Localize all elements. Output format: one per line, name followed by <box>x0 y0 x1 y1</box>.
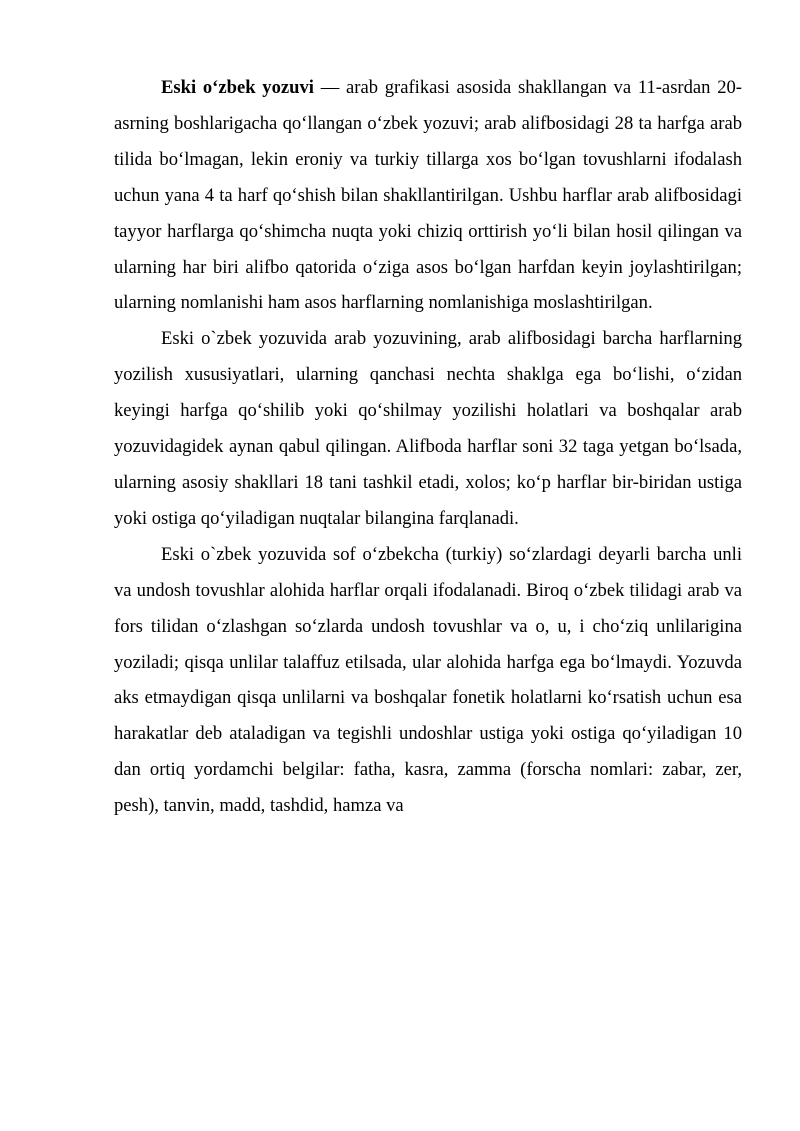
paragraph-3: Eski o`zbek yozuvida sof o‘zbekcha (turkiy) so‘zlardagi deyarli barcha unli va undosh tovushlar alohida harflar orqali ifodalanadi. Biroq o‘zbek tilidagi arab va fors tilidan o‘zlashgan so‘zlarda undosh tovushlar va o, u, i cho‘ziq unlilarigina yoziladi; qisqa unlilar talaffuz etilsada, ular alohida harfga ega bo‘lmaydi. Yozuvda aks etmaydigan qisqa unlilarni va boshqalar fonetik holatlarni ko‘rsatish uchun esa harakatlar deb ataladigan va tegishli undoshlar ustiga yoki ostiga qo‘yiladigan 10 dan ortiq yordamchi belgilar: fatha, kasra, zamma (forscha nomlari: zabar, zer, pesh), tanvin, madd, tashdid, hamza va <box>114 543 742 817</box>
paragraph-1-text: — arab grafikasi asosida shakllangan va 11-asrdan 20-asrning boshlarigacha qo‘llangan o‘zbek yozuvi; arab alifbosidagi 28 ta harfga arab tilida bo‘lmagan, lekin eroniy va turkiy tillarga xos bo‘lgan tovushlarni ifodalash uchun yana 4 ta harf qo‘shish bilan shakllantirilgan. Ushbu harflar arab alifbosidagi tayyor harflarga qo‘shimcha nuqta yoki chiziq orttirish yo‘li bilan hosil qilingan va ularning har biri alifbo qatorida o‘ziga asos bo‘lgan harfdan keyin joylashtirilgan; ularning nomlanishi ham asos harflarning nomlanishiga moslashtirilgan. <box>114 77 742 314</box>
document-page <box>114 70 742 824</box>
paragraph-2: Eski o`zbek yozuvida arab yozuvining, arab alifbosidagi barcha harflarning yozilish xususiyatlari, ularning qanchasi nechta shaklga ega bo‘lishi, o‘zidan keyingi harfga qo‘shilib yoki qo‘shilmay yozilishi holatlari va boshqalar arab yozuvidagidek aynan qabul qilingan. Alifboda harflar soni 32 taga yetgan bo‘lsada, ularning asosiy shakllari 18 tani tashkil etadi, xolos; ko‘p harflar bir-biridan ustiga yoki ostiga qo‘yiladigan nuqtalar bilangina farqlanadi. <box>114 328 742 529</box>
paragraph-1 <box>114 70 742 321</box>
term-heading: Eski o‘zbek yozuvi <box>161 77 314 98</box>
